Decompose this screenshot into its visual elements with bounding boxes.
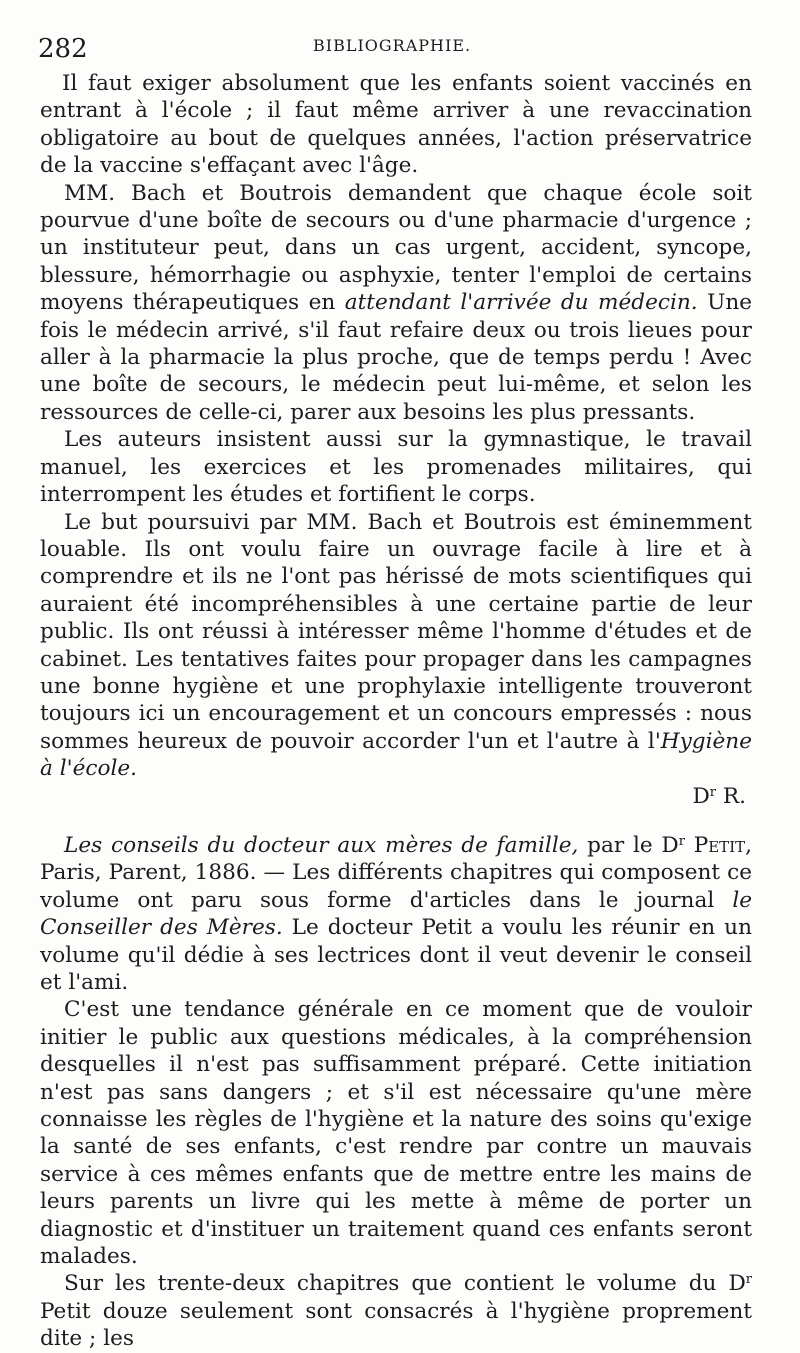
review2-paragraph-3 <box>40 1270 752 1352</box>
italic-text: le Conseiller des Mères. <box>40 887 752 941</box>
signature-name: R. <box>716 783 746 809</box>
running-title: BIBLIOGRAPHIE. <box>313 36 472 55</box>
review2-paragraph-2: C'est une tendance générale en ce moment que de vouloir initier le public aux questions médicales, à la compréhension desquelles il n'est pas suffisamment préparé. Cette initiation n'est pas sans dangers ; et s'il est nécessaire qu'une mère connaisse les règles de l'hygiène et la nature des soins qu'exige la santé de ses enfants, c'est rendre par contre un mauvais service à ces mêmes enfants que de mettre entre les mains de leurs parents un livre qui les mette à même de porter un diagnostic et d'instituer un traitement quand ces enfants seront malades. <box>40 997 752 1270</box>
review1-paragraph-1: Il faut exiger absolument que les enfants soient vaccinés en entrant à l'école ; il faut même arriver à une revaccination obligatoire au bout de quelques années, l'action préservatrice de la vaccine s'effaçant avec l'âge. <box>40 71 752 179</box>
review1-signature <box>40 783 746 810</box>
text-run: MM. Bach et Boutrois demandent que chaque école soit pourvue d'une boîte de secours ou d'une pharmacie d'urgence ; un instituteur peut, dans un cas urgent, accident, syncope, blessure, hémorrhagie ou asphyxie, tenter l'emploi de certains moyens thérapeutiques en <box>40 180 752 316</box>
sup-text: r <box>745 1272 752 1288</box>
sup-text: r <box>678 833 685 849</box>
text-run: Sur les trente-deux chapitres que contient le volume du D <box>64 1271 746 1297</box>
text-run: Le but poursuivi par MM. Bach et Boutrois est éminemment louable. Ils ont voulu faire un ouvrage facile à lire et à comprendre et ils ne l'ont pas hérissé de mots scientifiques qui auraient été incompréhensibles à une certaine partie de leur public. Ils ont réussi à intéresser même l'homme d'études et de cabinet. Les tentatives faites pour propager dans les campagnes une bonne hygiène et une prophylaxie intelligente trouveront toujours ici un encouragement et un concours empressés : nous sommes heureux de pouvoir accorder l'un et l'autre à l' <box>40 509 752 754</box>
section-gap <box>40 810 752 832</box>
page-header <box>38 30 760 66</box>
page-body <box>40 70 752 1353</box>
review1-paragraph-2 <box>40 180 752 427</box>
text-run: Petit douze seulement sont consacrés à l'hygiène proprement dite ; les <box>40 1298 752 1352</box>
review1-paragraph-3: Les auteurs insistent aussi sur la gymnastique, le travail manuel, les exercices et les promenades militaires, qui interrompent les études et fortifient le corps. <box>40 427 752 508</box>
page-number: 282 <box>38 34 88 64</box>
italic-text: Hygiène à l'école. <box>40 728 752 782</box>
author-name: Petit, <box>684 832 752 858</box>
text-run: Une fois le médecin arrivé, s'il faut refaire deux ou trois lieues pour aller à la pharmacie la plus proche, que de temps perdu ! Avec une boîte de secours, le médecin peut lui-même, et selon les ressources de celle-ci, parer aux besoins les plus pressants. <box>40 290 753 425</box>
review2-paragraph-1 <box>40 832 752 996</box>
italic-text: attendant l'arrivée du médecin. <box>344 290 698 316</box>
signature-sup: r <box>709 784 716 800</box>
book-title: Les conseils du docteur aux mères de famille, <box>64 832 579 858</box>
text-run: Le docteur Petit a voulu les réunir en un volume qu'il dédie à ses lectrices dont il veut devenir le conseil et l'ami. <box>40 915 752 995</box>
text-run: Paris, Parent, 1886. — Les différents chapitres qui composent ce volume ont paru sous forme d'articles dans le journal <box>40 860 752 913</box>
text-run: par le D <box>578 832 679 858</box>
review1-paragraph-4 <box>40 509 752 783</box>
signature-prefix: D <box>692 783 710 809</box>
